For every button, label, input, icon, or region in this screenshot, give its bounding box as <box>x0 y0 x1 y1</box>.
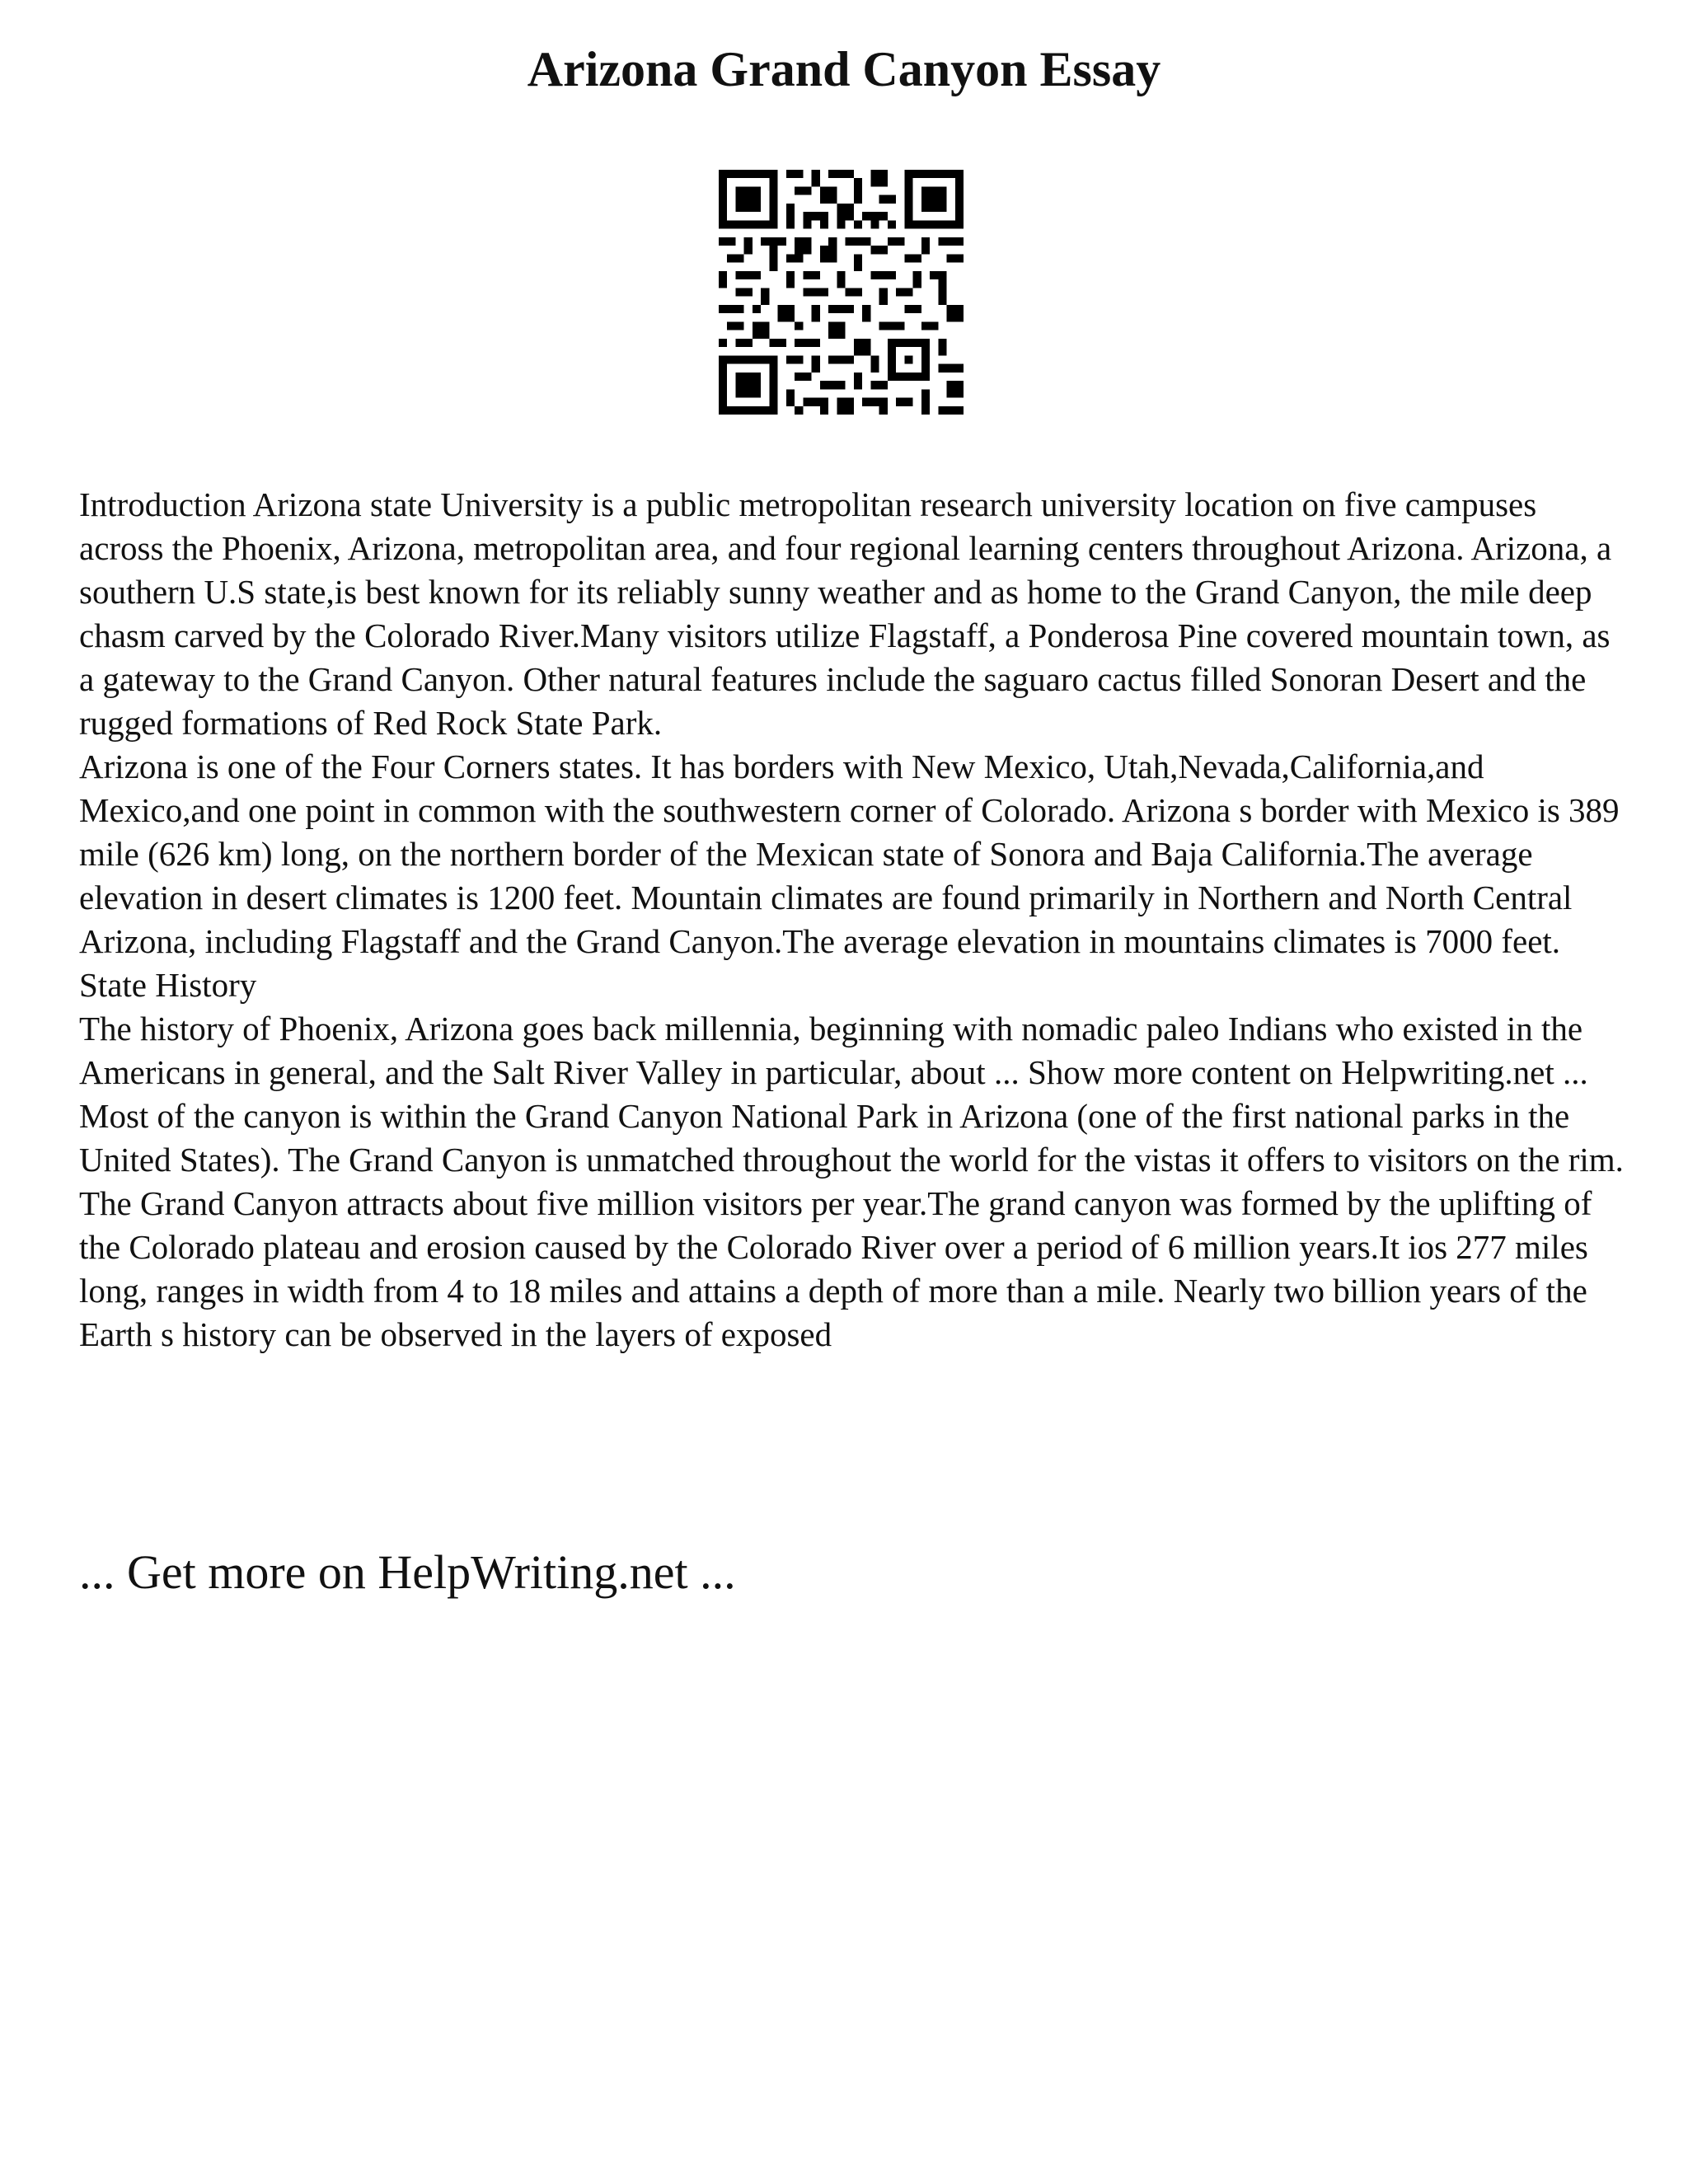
get-more-link[interactable]: ... Get more on HelpWriting.net ... <box>79 1545 736 1599</box>
paragraph-grand-canyon: Most of the canyon is within the Grand Canyon National Park in Arizona (one of the first national parks in the United States). The Grand Canyon is unmatched throughout the world for the vistas it offers to visitors on the rim. The Grand Canyon attracts about five million visitors per year.The grand canyon was formed by the uplifting of the Colorado plateau and erosion caused by the Colorado River over a period of 6 million years.It ios 277 miles long, ranges in width from 4 to 18 miles and attains a depth of more than a mile. Nearly two billion years of the Earth s history can be observed in the layers of exposed <box>79 1097 1624 1353</box>
page-title: Arizona Grand Canyon Essay <box>527 42 1161 96</box>
qr-code-icon <box>719 170 964 415</box>
section-heading-state-history: State History <box>79 966 257 1004</box>
essay-body <box>79 483 1629 1357</box>
paragraph-four-corners: Arizona is one of the Four Corners states. It has borders with New Mexico, Utah,Nevada,California,and Mexico,and one point in common with the southwestern corner of Colorado. Arizona s border with Mexico is 389 mile (626 km) long, on the northern border of the Mexican state of Sonora and Baja California.The average elevation in desert climates is 1200 feet. Mountain climates are found primarily in Northern and North Central Arizona, including Flagstaff and the Grand Canyon.The average elevation in mountains climates is 7000 feet. <box>79 748 1620 960</box>
qr-code-graphic <box>719 170 964 415</box>
paragraph-introduction: Introduction Arizona state University is a public metropolitan research university location on five campuses across the Phoenix, Arizona, metropolitan area, and four regional learning centers throughout Arizona. Arizona, a southern U.S state,is best known for its reliably sunny weather and as home to the Grand Canyon, the mile deep chasm carved by the Colorado River.Many visitors utilize Flagstaff, a Ponderosa Pine covered mountain town, as a gateway to the Grand Canyon. Other natural features include the saguaro cactus filled Sonoran Desert and the rugged formations of Red Rock State Park. <box>79 485 1612 742</box>
paragraph-history: The history of Phoenix, Arizona goes back millennia, beginning with nomadic paleo Indians who existed in the Americans in general, and the Salt River Valley in particular, about ... Show more content on Helpwriting.net ... <box>79 1010 1588 1091</box>
